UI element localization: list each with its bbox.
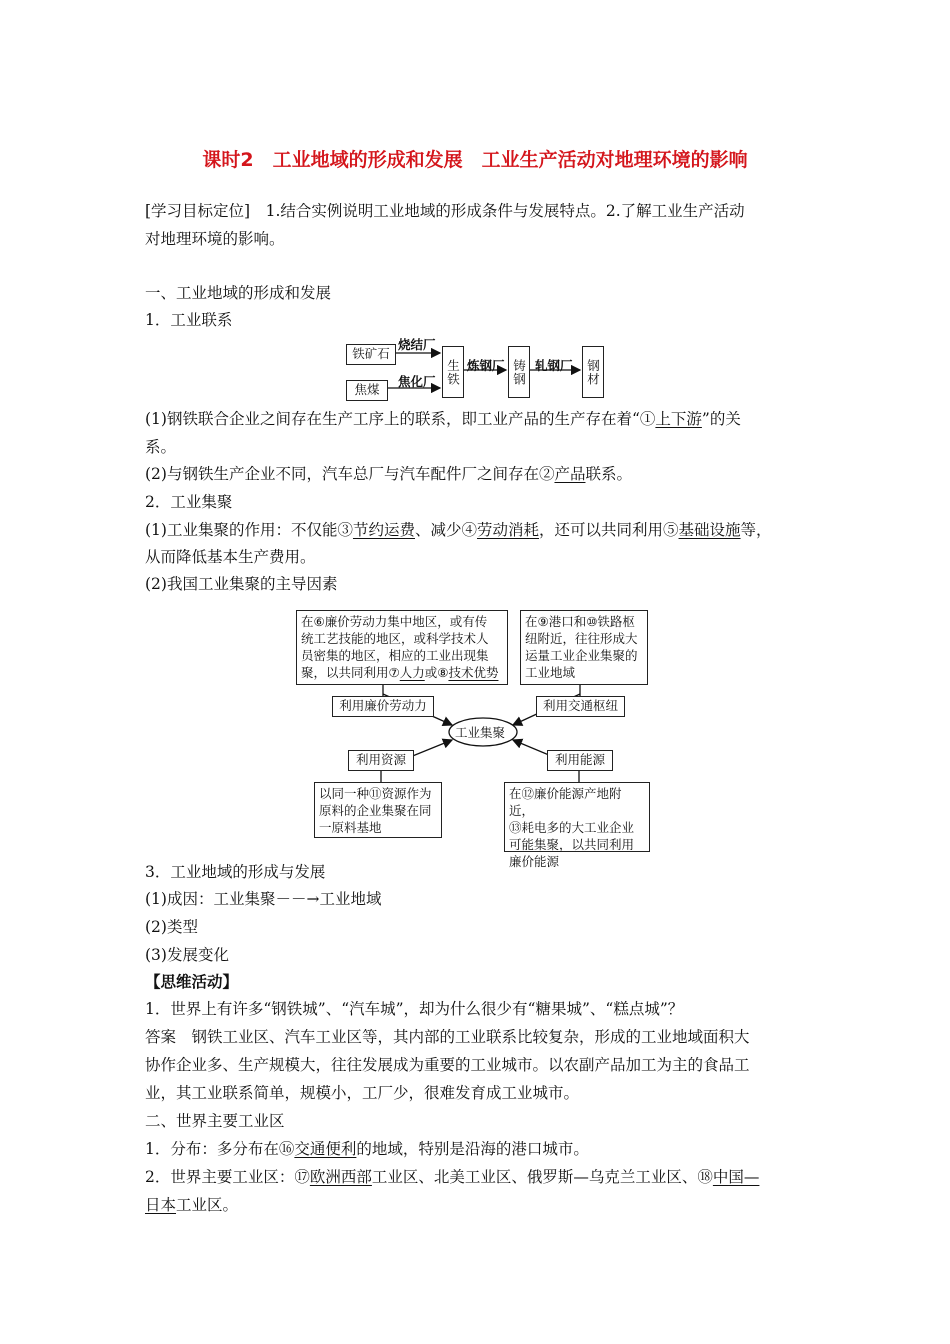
steel-plant-label: 炼钢厂 xyxy=(467,358,505,373)
answer-17: 欧洲西部 xyxy=(309,1168,372,1186)
answer-line-3: 业，其工业联系简单，规模小，工厂少，很难发育成工业城市。 xyxy=(145,1084,580,1102)
transport-label-box: 利用交通枢纽 xyxy=(536,696,625,717)
thinking-heading: 【思维活动】 xyxy=(145,973,239,991)
sinter-plant-label: 烧结厂 xyxy=(398,337,436,352)
paragraph-6: (2)类型 xyxy=(145,918,198,936)
section2-paragraph-2: 2．世界主要工业区：⑰欧洲西部工业区、北美工业区、俄罗斯—乌克兰工业区、⑱中国— xyxy=(145,1168,760,1186)
center-label: 工业集聚 xyxy=(455,725,506,740)
answer-1: 上下游 xyxy=(655,410,702,428)
section2-paragraph-3: 日本工业区。 xyxy=(145,1196,239,1214)
pig-iron-box: 生铁 xyxy=(442,346,464,398)
answer-18-cont: 日本 xyxy=(145,1196,177,1214)
paragraph-1: (1)钢铁联合企业之间存在生产工序上的联系，即工业产品的生产存在着“①上下游”的关 xyxy=(145,410,741,428)
objectives-line-2: 对地理环境的影响。 xyxy=(145,230,285,248)
paragraph-4: (2)我国工业集聚的主导因素 xyxy=(145,575,338,593)
section1-heading: 一、工业地域的形成和发展 xyxy=(145,284,332,302)
energy-description-box: 在⑫廉价能源产地附近， ⑬耗电多的大工业企业 可能集聚，以共同利用 廉价能源 xyxy=(504,782,650,852)
resource-description-box: 以同一种⑪资源作为 原料的企业集聚在同 一原料基地 xyxy=(314,782,442,838)
answer-18: 中国— xyxy=(712,1168,760,1186)
iron-ore-box: 铁矿石 xyxy=(346,344,396,365)
answer-4: 劳动消耗 xyxy=(477,521,540,539)
paragraph-5: (1)成因：工业集聚－－→工业地域 xyxy=(145,890,382,908)
objectives-line-1: [学习目标定位] 1.结合实例说明工业地域的形成条件与发展特点。2.了解工业生产活动 xyxy=(145,202,745,220)
paragraph-1-cont: 系。 xyxy=(145,438,177,456)
answer-5: 基础设施 xyxy=(678,521,741,539)
section2-heading: 二、世界主要工业区 xyxy=(145,1112,285,1130)
answer-7: 人力 xyxy=(399,665,425,680)
region-formation-heading: 3．工业地域的形成与发展 xyxy=(145,863,326,881)
page-title: 课时2 工业地域的形成和发展 工业生产活动对地理环境的影响 xyxy=(202,149,748,171)
agglomeration-heading: 2．工业集聚 xyxy=(145,493,233,511)
coking-plant-label: 焦化厂 xyxy=(398,374,436,389)
energy-label-box: 利用能源 xyxy=(547,750,613,771)
answer-line-1: 答案 钢铁工业区、汽车工业区等，其内部的工业联系比较复杂，形成的工业地域面积大 xyxy=(145,1028,750,1046)
labor-label-box: 利用廉价劳动力 xyxy=(332,696,434,717)
question-1: 1．世界上有许多“钢铁城”、“汽车城”，却为什么很少有“糖果城”、“糕点城”？ xyxy=(145,1000,684,1018)
answer-16: 交通便利 xyxy=(294,1140,357,1158)
paragraph-2: (2)与钢铁生产企业不同，汽车总厂与汽车配件厂之间存在②产品联系。 xyxy=(145,465,632,483)
answer-2: 产品 xyxy=(554,465,586,483)
industrial-linkage-heading: 1．工业联系 xyxy=(145,311,233,329)
coke-coal-box: 焦煤 xyxy=(346,380,388,401)
transport-description-box: 在⑨港口和⑩铁路枢 纽附近，往往形成大 运量工业企业集聚的 工业地域 xyxy=(520,610,648,685)
answer-line-2: 协作企业多、生产规模大，往往发展成为重要的工业城市。以农副产品加工为主的食品工 xyxy=(145,1056,750,1074)
rolling-plant-label: 轧钢厂 xyxy=(535,358,573,373)
labor-description-box: 在⑥廉价劳动力集中地区，或有传 统工艺技能的地区，或科学技术人 员密集的地区，相应的工业出现集 聚，以共同利用⑦人力或⑧技术优势 xyxy=(296,610,508,685)
cast-steel-box: 铸钢 xyxy=(508,346,530,398)
answer-8: 技术优势 xyxy=(448,665,499,680)
steel-product-box: 钢材 xyxy=(582,346,604,398)
section2-paragraph-1: 1．分布：多分布在⑯交通便利的地域，特别是沿海的港口城市。 xyxy=(145,1140,589,1158)
paragraph-7: (3)发展变化 xyxy=(145,946,229,964)
answer-3: 节约运费 xyxy=(352,521,415,539)
paragraph-3: (1)工业集聚的作用：不仅能③节约运费、减少④劳动消耗，还可以共同利用⑤基础设施等， xyxy=(145,521,772,539)
resource-label-box: 利用资源 xyxy=(348,750,414,771)
paragraph-3-cont: 从而降低基本生产费用。 xyxy=(145,548,316,566)
